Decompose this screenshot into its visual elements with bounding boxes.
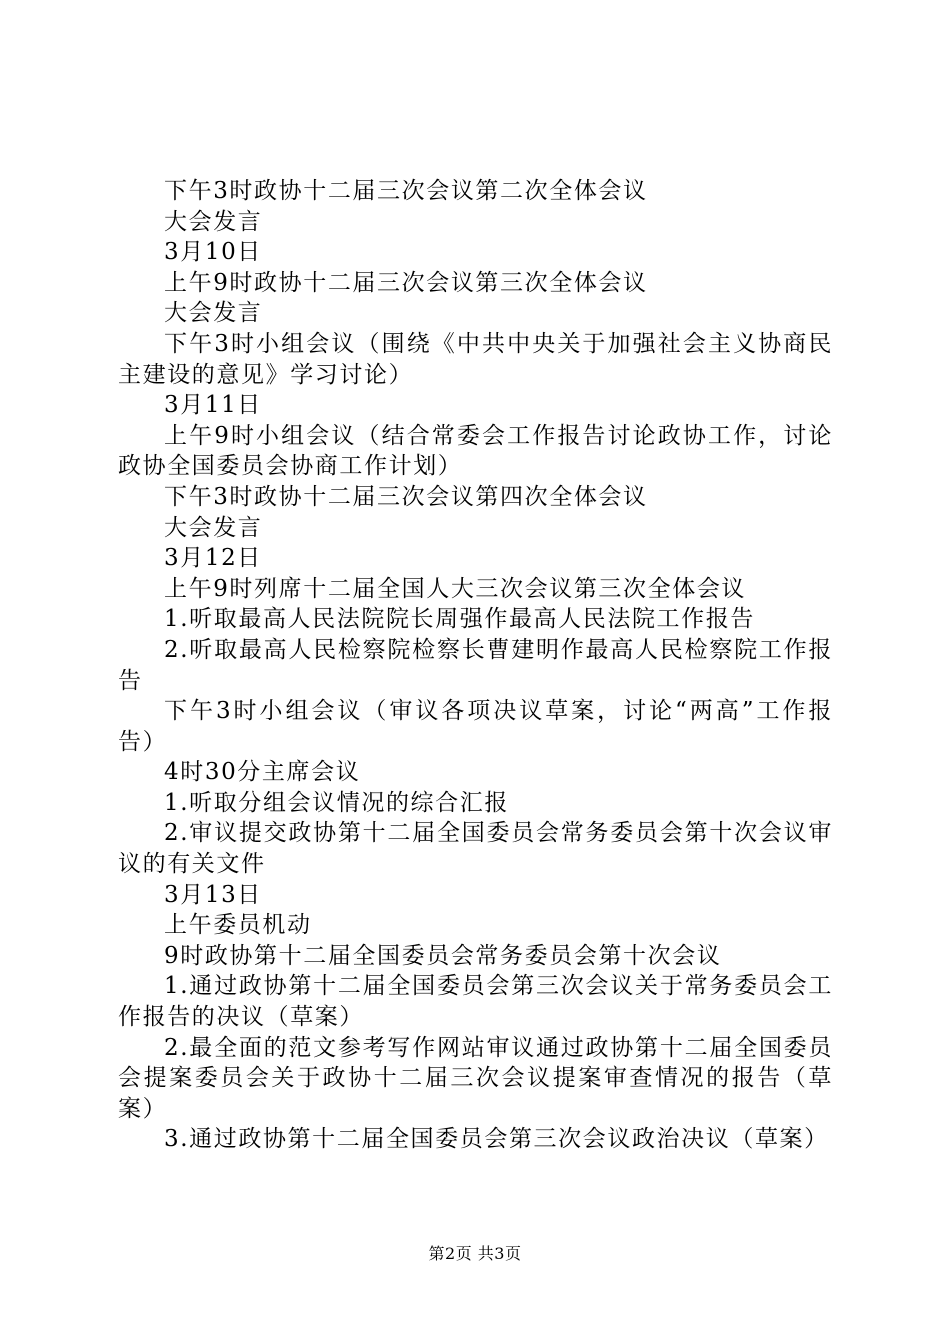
paragraph: 下午3时政协十二届三次会议第四次全体会议 <box>164 483 648 510</box>
paragraph: 大会发言 <box>164 514 263 541</box>
paragraph: 下午3时小组会议（围绕《中共中央关于加强社会主义协商民主建设的意见》学习讨论） <box>118 330 833 388</box>
paragraph: 9时政协第十二届全国委员会常务委员会第十次会议 <box>164 942 722 969</box>
paragraph: 4时30分主席会议 <box>164 759 361 786</box>
date-heading: 3月11日 <box>164 392 262 419</box>
list-item: 2.审议提交政协第十二届全国委员会常务委员会第十次会议审议的有关文件 <box>118 820 833 878</box>
paragraph: 上午9时政协十二届三次会议第三次全体会议 <box>164 269 648 296</box>
paragraph: 上午委员机动 <box>164 912 312 939</box>
date-heading: 3月12日 <box>164 545 262 572</box>
list-item: 2.最全面的范文参考写作网站审议通过政协第十二届全国委员会提案委员会关于政协十二届三次会议提案审查情况的报告（草案） <box>118 1034 833 1122</box>
paragraph: 大会发言 <box>164 300 263 327</box>
list-item: 1.通过政协第十二届全国委员会第三次会议关于常务委员会工作报告的决议（草案） <box>118 973 833 1031</box>
paragraph: 下午3时政协十二届三次会议第二次全体会议 <box>164 178 648 204</box>
date-heading: 3月13日 <box>164 881 262 908</box>
paragraph: 上午9时列席十二届全国人大三次会议第三次全体会议 <box>164 575 747 602</box>
date-heading: 3月10日 <box>164 239 262 266</box>
paragraph: 下午3时小组会议（审议各项决议草案，讨论“两高”工作报告） <box>118 698 833 755</box>
paragraph: 大会发言 <box>164 208 263 235</box>
document-body <box>118 176 833 1155</box>
list-item: 3.通过政协第十二届全国委员会第三次会议政治决议（草案） <box>164 1126 829 1153</box>
list-item: 1.听取分组会议情况的综合汇报 <box>164 789 509 816</box>
list-item: 2.听取最高人民检察院检察长曹建明作最高人民检察院工作报告 <box>118 636 833 694</box>
paragraph: 上午9时小组会议（结合常委会工作报告讨论政协工作，讨论政协全国委员会协商工作计划） <box>118 422 833 480</box>
list-item: 1.听取最高人民法院院长周强作最高人民法院工作报告 <box>164 606 755 633</box>
page-footer: 第2页 共3页 <box>428 1244 522 1263</box>
